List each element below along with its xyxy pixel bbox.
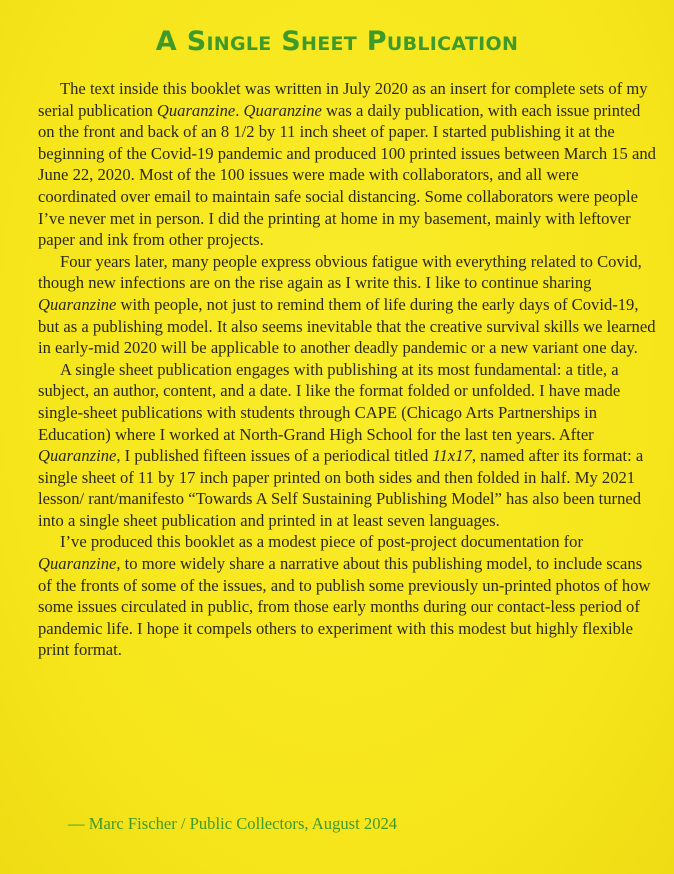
text-run: , I published fifteen issues of a periodical titled bbox=[116, 446, 433, 466]
paragraph-3 bbox=[38, 359, 656, 532]
paragraph-2 bbox=[38, 251, 656, 359]
italic-title-run: Quaranzine bbox=[156, 100, 236, 120]
paragraph-4 bbox=[38, 531, 656, 661]
paragraph-1 bbox=[38, 78, 656, 251]
body-text bbox=[38, 78, 656, 661]
text-run: was a daily publication, with each issue printed on the front and back of an 8 1/2 by 11 inch sheet of paper. I started publishing it at the beginning of the Covid-19 pandemic and produced 100 printed issues between March 15 and June 22, 2020. Most of the 100 issues were made with collaborators, and all were coordinated over email to maintain safe social distancing. Some collaborators were people I’ve never met in person. I did the printing at home in my basement, mainly with leftover paper and ink from other projects. bbox=[38, 100, 656, 250]
italic-title-run: 11x17 bbox=[432, 446, 472, 466]
italic-title-run: Quaranzine bbox=[243, 100, 322, 120]
italic-title-run: Quaranzine bbox=[38, 554, 117, 574]
text-run: with people, not just to remind them of life during the early days of Covid-19, but as a publishing model. It also seems inevitable that the creative survival skills we learned in early-mid 2020 will be applicable to another deadly pandemic or a new variant one day. bbox=[38, 294, 656, 358]
text-run: Four years later, many people express obvious fatigue with everything related to Covid, though new infections are on the rise again as I write this. I like to continue sharing bbox=[38, 251, 642, 293]
page-title: A Single Sheet Publication bbox=[155, 26, 519, 57]
text-run: , named after its format: a single sheet of 11 by 17 inch paper printed on both sides and then folded in half. My 2021 lesson/ rant/manifesto “Towards A Self Sustaining Publishing Model” has also been turned into a single sheet publication and printed in at least seven languages. bbox=[38, 446, 644, 530]
text-run: A single sheet publication engages with publishing at its most fundamental: a title, a subject, an author, content, and a date. I like the format folded or unfolded. I have made single-sheet publications with students through CAPE (Chicago Arts Partnerships in Education) where I worked at North-Grand High School for the last ten years. After bbox=[38, 359, 621, 444]
italic-title-run: Quaranzine bbox=[38, 446, 117, 466]
italic-title-run: Quaranzine bbox=[38, 294, 117, 314]
signature: — Marc Fischer / Public Collectors, August 2024 bbox=[68, 814, 398, 833]
text-run: The text inside this booklet was written in July 2020 as an insert for complete sets of my serial publication bbox=[38, 79, 648, 120]
text-run: , to more widely share a narrative about this publishing model, to include scans of the fronts of some of the issues, and to publish some previously un-printed photos of how some issues circulated in public, from those early months during our contact-less period of pandemic life. I hope it compels others to experiment with this modest but highly flexible print format. bbox=[38, 554, 651, 660]
text-run: . bbox=[235, 100, 244, 120]
text-run: I’ve produced this booklet as a modest piece of post-project documentation for bbox=[60, 532, 584, 552]
